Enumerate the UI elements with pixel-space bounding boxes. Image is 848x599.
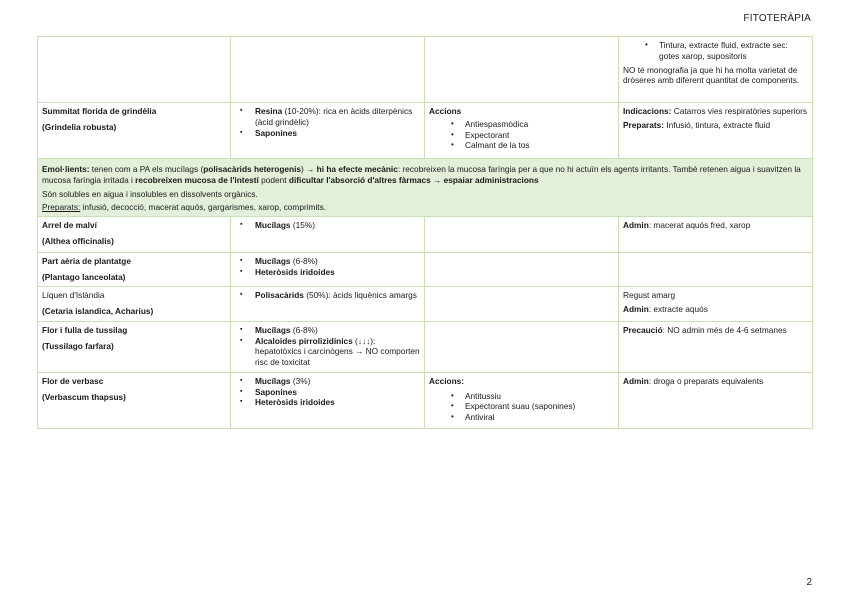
- list-item: ▪ Saponines: [255, 128, 420, 139]
- plant-latin-name: (Grindelia robusta): [42, 121, 117, 132]
- cell-note: NO té monografia ja que hi ha molta varietat de dròseres amb diferent quantitat de components.: [623, 64, 800, 86]
- phytotherapy-table: [37, 36, 813, 429]
- header-title: FITOTERÀPIA: [743, 13, 811, 24]
- taste-note: Regust amarg: [623, 289, 676, 300]
- preparations: Preparats: Infusió, tintura, extracte fluid: [623, 119, 771, 130]
- list-item: ▪ Resina (10-20%): rica en àcids diterpènics (àcid grindèlic): [255, 106, 420, 128]
- plant-latin-name: (Verbascum thapsus): [42, 391, 126, 402]
- administration: Admin: macerat aquós fred, xarop: [623, 220, 751, 231]
- table-row: [38, 321, 813, 372]
- table-row: [38, 286, 813, 321]
- plant-name: Part aèria de plantatge: [42, 256, 131, 267]
- indications: Indicacions: Catarros vies respiratòries superiors: [623, 106, 807, 116]
- list-item: ▪ Saponines: [255, 387, 420, 398]
- list-item: • Antitussiu: [465, 391, 614, 402]
- table-row: [38, 103, 813, 159]
- administration: Admin: droga o preparats equivalents: [623, 375, 764, 386]
- table-row: [38, 37, 813, 103]
- list-item: ▪ Heteròsids iridoides: [255, 397, 420, 408]
- page-number: 2: [806, 577, 812, 588]
- list-item: • Expectorant: [465, 130, 614, 141]
- list-item: • Antiviral: [465, 412, 614, 423]
- list-item: ▪ Mucílags (15%): [255, 220, 420, 231]
- table-row: [38, 217, 813, 253]
- actions-label: Accions: [429, 106, 462, 116]
- list-item: ▪ Polisacàrids (50%): àcids liquènics amargs: [255, 290, 420, 301]
- plant-name: Arrel de malví: [42, 220, 97, 231]
- emollients-description: Emol·lients: tenen com a PA els mucílags (polisacàrids heterogenis) → hi ha efecte mecànic: recobreixen la mucosa faríngia per a que no hi actuïn els agents irritants. També retenen aigua i suavitzen la mucosa faríngia irritada i recobreixen mucosa de l'intestí podent dificultar l'absorció d'altres fàrmacs → espaiar administracions: [42, 164, 801, 185]
- plant-latin-name: (Cetaria islandica, Acharius): [42, 305, 154, 316]
- administration: Admin: extracte aquós: [623, 303, 708, 314]
- plant-name: Summitat florida de grindèlia: [42, 106, 157, 116]
- emollients-section: [38, 159, 813, 217]
- list-item: • Calmant de la tos: [465, 140, 614, 151]
- table-row: [38, 372, 813, 428]
- list-item: ▪ Mucílags (6-8%): [255, 325, 420, 336]
- plant-latin-name: (Plantago lanceolata): [42, 271, 126, 282]
- plant-name: Líquen d'Islàndia: [42, 289, 105, 300]
- list-item: ▪ Heteròsids iridoides: [255, 267, 420, 278]
- list-item: ▪ Mucílags (3%): [255, 376, 420, 387]
- actions-label: Accions:: [429, 375, 465, 386]
- list-item: • Expectorant suau (saponines): [465, 401, 614, 412]
- emollients-solubility: Són solubles en aigua i insolubles en dissolvents orgànics.: [42, 188, 258, 199]
- list-item: • Tintura, extracte fluid, extracte sec: gotes xarop, supositoris: [659, 40, 808, 62]
- emollients-preparations: Preparats: infusió, decocció, macerat aquós, gargarismes, xarop, comprimits.: [42, 202, 327, 213]
- list-item: • Antiespasmòdica: [465, 119, 614, 130]
- plant-latin-name: (Althea officinalis): [42, 235, 114, 246]
- table-row: [38, 159, 813, 217]
- table-row: [38, 253, 813, 287]
- list-item: ▪ Mucílags (6-8%): [255, 256, 420, 267]
- list-item: ▪ Alcaloides pirrolizidínics (↓↓↓): hepatotòxics i carcinògens → NO comporten risc de toxicitat: [255, 336, 420, 368]
- plant-name: Flor de verbasc: [42, 375, 104, 386]
- table-cell: [619, 37, 813, 103]
- precaution: Precaució: NO admin més de 4-6 setmanes: [623, 324, 787, 335]
- plant-latin-name: (Tussilago farfara): [42, 340, 114, 351]
- plant-name: Flor i fulla de tussilag: [42, 324, 128, 335]
